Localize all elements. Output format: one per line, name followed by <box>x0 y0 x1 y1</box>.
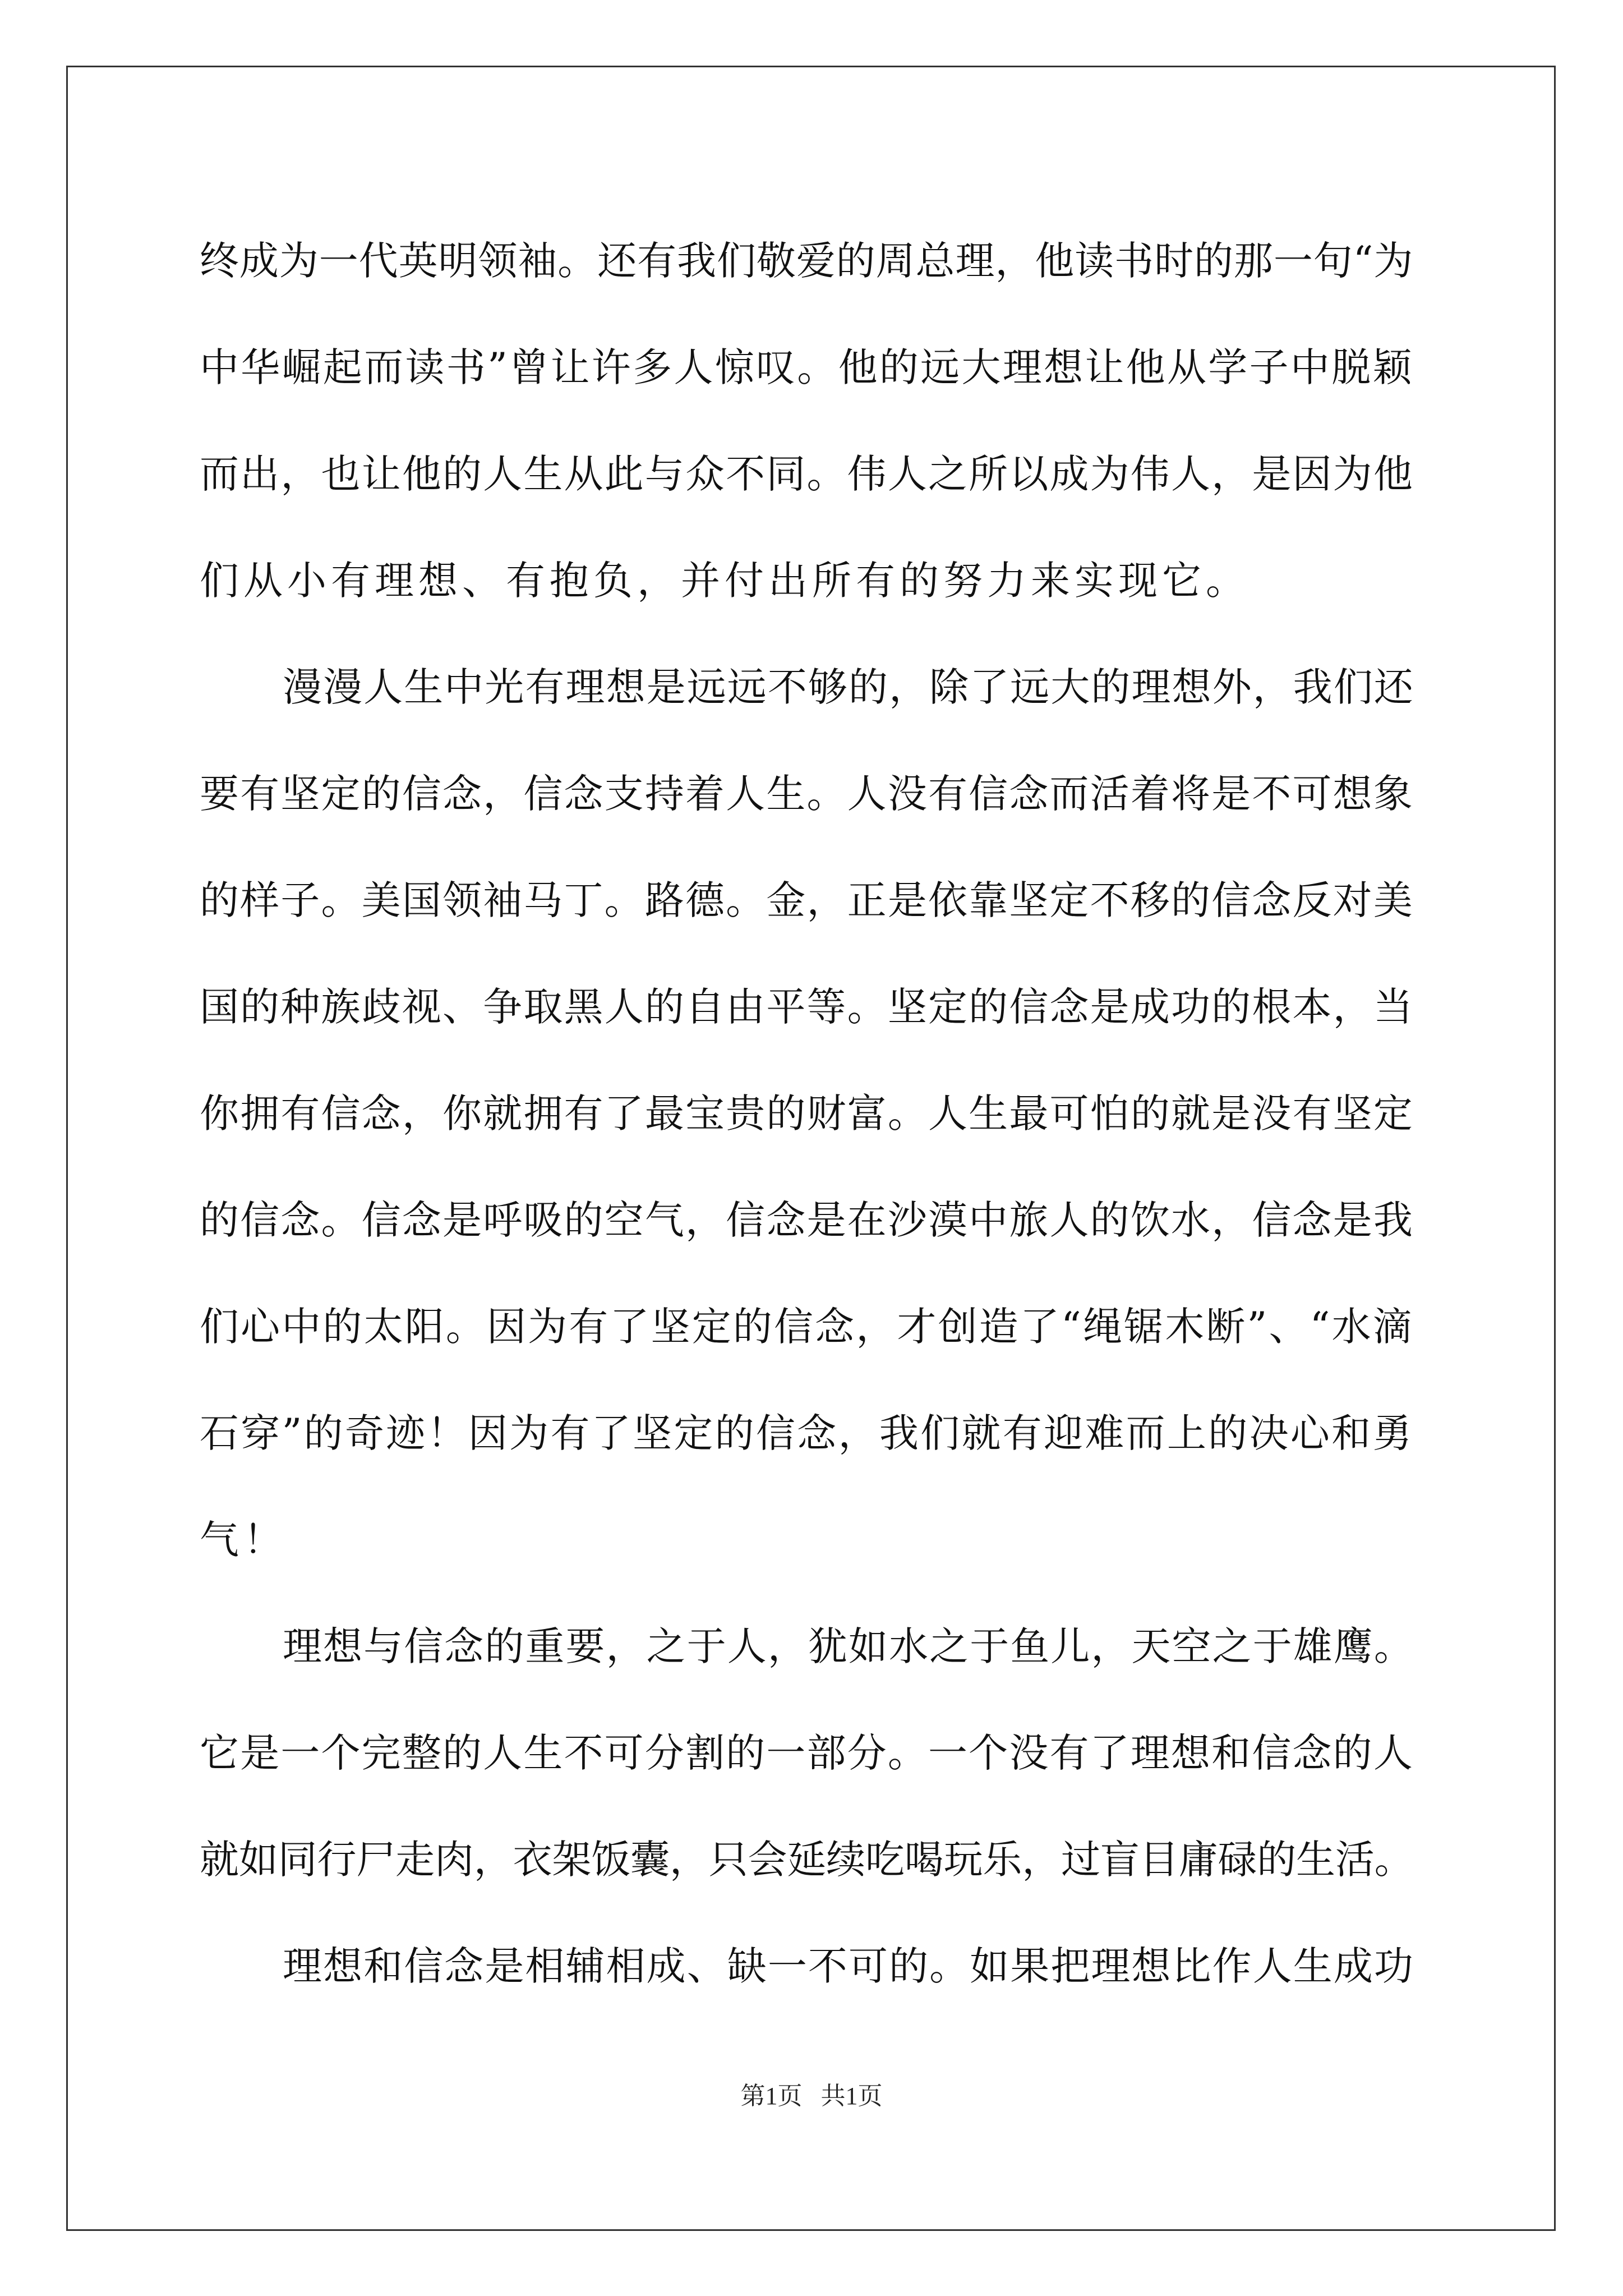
text-line: 终成为一代英明领袖。还有我们敬爱的周总理，他读书时的那一句“为 <box>200 238 1414 284</box>
text-line: 要有坚定的信念，信念支持着人生。人没有信念而活着将是不可想象 <box>200 771 1414 817</box>
document-body <box>200 208 1422 2019</box>
text-line: 国的种族歧视、争取黑人的自由平等。坚定的信念是成功的根本，当 <box>200 984 1414 1030</box>
text-line: 的样子。美国领袖马丁。路德。金，正是依靠坚定不移的信念反对美 <box>200 877 1414 923</box>
text-line: 的信念。信念是呼吸的空气，信念是在沙漠中旅人的饮水，信念是我 <box>200 1197 1414 1243</box>
text-line: 而出，也让他的人生从此与众不同。伟人之所以成为伟人，是因为他 <box>200 451 1414 497</box>
text-line: 中华崛起而读书”曾让许多人惊叹。他的远大理想让他从学子中脱颖 <box>200 344 1414 390</box>
text-line: 们心中的太阳。因为有了坚定的信念，才创造了“绳锯木断”、“水滴 <box>200 1304 1414 1350</box>
text-line: 石穿”的奇迹！因为有了坚定的信念，我们就有迎难而上的决心和勇 <box>200 1410 1414 1456</box>
text-line: 就如同行尸走肉，衣架饭囊，只会延续吃喝玩乐，过盲目庸碌的生活。 <box>200 1837 1414 1883</box>
text-line: 理想与信念的重要，之于人，犹如水之于鱼儿，天空之于雄鹰。 <box>283 1623 1414 1669</box>
text-line: 你拥有信念，你就拥有了最宝贵的财富。人生最可怕的就是没有坚定 <box>200 1091 1414 1137</box>
text-line: 气！ <box>200 1517 287 1563</box>
text-line: 漫漫人生中光有理想是远远不够的，除了远大的理想外，我们还 <box>283 664 1414 710</box>
text-line: 理想和信念是相辅相成、缺一不可的。如果把理想比作人生成功 <box>283 1943 1414 1989</box>
text-line: 们从小有理想、有抱负，并付出所有的努力来实现它。 <box>200 558 1249 604</box>
page-number-footer: 第1页 共1页 <box>740 2082 883 2110</box>
text-line: 它是一个完整的人生不可分割的一部分。一个没有了理想和信念的人 <box>200 1730 1414 1776</box>
